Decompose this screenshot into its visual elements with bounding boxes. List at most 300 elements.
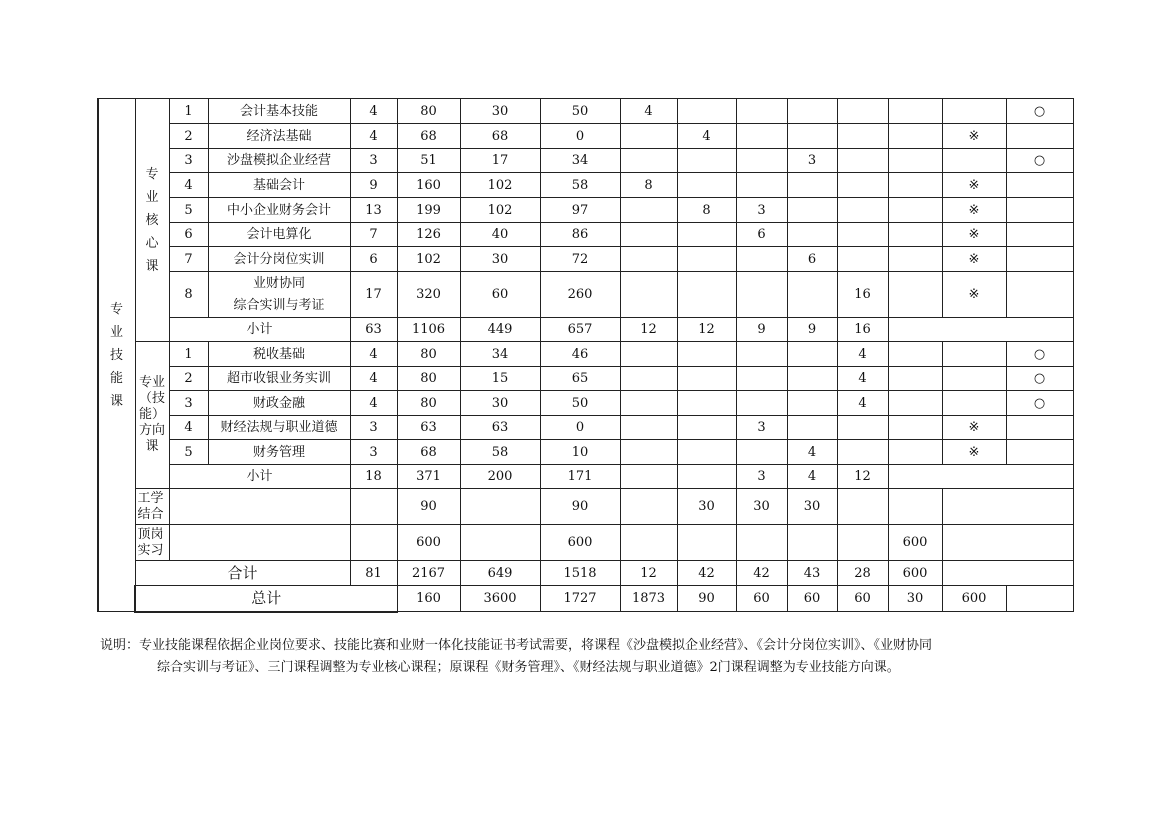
- total-hours: 160: [397, 173, 460, 198]
- sem-6: [888, 342, 942, 367]
- core-group-label: [135, 99, 169, 342]
- credits: 63: [350, 318, 397, 342]
- sem-4: 9: [787, 318, 837, 342]
- row-no: 7: [169, 247, 208, 272]
- credits: 3: [350, 149, 397, 173]
- exam-mark: [942, 99, 1006, 124]
- sem-3: [736, 342, 787, 367]
- sem-2: [677, 149, 736, 173]
- sem-2: [677, 416, 736, 440]
- course-name: 会计基本技能: [208, 99, 350, 124]
- row-no: 3: [169, 391, 208, 416]
- sem-4: [787, 525, 837, 561]
- sem-4: 30: [787, 489, 837, 525]
- course-name: 财经法规与职业道德: [208, 416, 350, 440]
- blank-cell: [942, 525, 1073, 561]
- vertical-label-text: [99, 298, 134, 413]
- sem-1: [620, 440, 677, 465]
- total-hours: 371: [397, 465, 460, 489]
- sem-1: [620, 223, 677, 247]
- row-no: 6: [169, 223, 208, 247]
- subtotal-label: 小计: [169, 465, 350, 489]
- sem-5: 4: [837, 367, 888, 391]
- row-no: 2: [169, 124, 208, 149]
- sem-4: [787, 173, 837, 198]
- exam-mark: ※: [942, 272, 1006, 318]
- exam-mark: ※: [942, 247, 1006, 272]
- sem-3: [736, 367, 787, 391]
- check-mark: ○: [1006, 149, 1073, 173]
- direction-label-line: （技: [138, 391, 165, 406]
- theory-hours: [460, 525, 540, 561]
- sem-4: 6: [787, 247, 837, 272]
- table-row: [98, 247, 1073, 272]
- practice-hours: 58: [540, 173, 620, 198]
- sem-1: 8: [620, 173, 677, 198]
- course-name: 沙盘模拟企业经营: [208, 149, 350, 173]
- note-line-1: 说明：专业技能课程依据企业岗位要求、技能比赛和业财一体化技能证书考试需要，将课程《沙盘模拟企业经营》、《会计分岗位实训》、《业财协同: [100, 638, 933, 653]
- theory-hours: 15: [460, 367, 540, 391]
- sum-label: 合计: [135, 561, 350, 586]
- direction-label-line: 方向: [138, 423, 165, 438]
- sem-6: [888, 99, 942, 124]
- sem-1: [620, 416, 677, 440]
- table-row: [98, 223, 1073, 247]
- total-hours: 199: [397, 198, 460, 223]
- sem-6: [888, 247, 942, 272]
- row-no: 2: [169, 367, 208, 391]
- course-name: 财务管理: [208, 440, 350, 465]
- total-hours: 68: [397, 124, 460, 149]
- direction-group-label: [135, 342, 169, 489]
- total-hours: 80: [397, 367, 460, 391]
- table-row: [98, 198, 1073, 223]
- check-mark: ○: [1006, 99, 1073, 124]
- sem-3: 3: [736, 198, 787, 223]
- credits: 6: [350, 247, 397, 272]
- practice-hours: 0: [540, 416, 620, 440]
- course-name: 会计分岗位实训: [208, 247, 350, 272]
- sem-1: 12: [620, 561, 677, 586]
- category-label: [98, 99, 135, 612]
- theory-hours: 58: [460, 440, 540, 465]
- sem-6: [888, 149, 942, 173]
- practice-hours: 1873: [620, 586, 677, 612]
- sem-6: 600: [942, 586, 1006, 612]
- theory-hours: 102: [460, 198, 540, 223]
- note-line-2: 综合实训与考证》、三门课程调整为专业核心课程；原课程《财务管理》、《财经法规与职业道德》2门课程调整为专业技能方向课。: [157, 660, 900, 675]
- sem-4: [787, 272, 837, 318]
- course-name: 中小企业财务会计: [208, 198, 350, 223]
- direction-label-line: 专业: [138, 375, 165, 390]
- theory-hours: 649: [460, 561, 540, 586]
- sem-3: [736, 149, 787, 173]
- theory-hours: 102: [460, 173, 540, 198]
- table-row: [98, 525, 1073, 561]
- sem-5: 12: [837, 465, 888, 489]
- exam-mark: ※: [942, 173, 1006, 198]
- row-no: 1: [169, 342, 208, 367]
- course-plan-table: [97, 98, 1074, 613]
- row-no: 1: [169, 99, 208, 124]
- sem-6: [888, 440, 942, 465]
- sem-4: 43: [787, 561, 837, 586]
- total-hours: 102: [397, 247, 460, 272]
- sem-3: [736, 440, 787, 465]
- table-row: [98, 416, 1073, 440]
- sem-4: [787, 391, 837, 416]
- sem-4: [787, 367, 837, 391]
- sem-1: [620, 272, 677, 318]
- sem-2: 12: [677, 318, 736, 342]
- practice-hours: 260: [540, 272, 620, 318]
- table-row: [98, 342, 1073, 367]
- credits: 17: [350, 272, 397, 318]
- row-no: 5: [169, 198, 208, 223]
- sem-6: [888, 391, 942, 416]
- check-mark: ○: [1006, 391, 1073, 416]
- exam-mark: ※: [942, 440, 1006, 465]
- blank-cell: [888, 465, 1073, 489]
- table-row: [98, 489, 1073, 525]
- sem-2: [677, 223, 736, 247]
- total-hours: 3600: [460, 586, 540, 612]
- sem-2: [677, 272, 736, 318]
- sem-2: [677, 465, 736, 489]
- subtotal-row: [98, 318, 1073, 342]
- explanation-note: [100, 635, 1075, 679]
- credits: 81: [350, 561, 397, 586]
- vertical-label-char: 业: [109, 324, 123, 340]
- check-mark: [1006, 223, 1073, 247]
- total-hours: 320: [397, 272, 460, 318]
- theory-hours: 17: [460, 149, 540, 173]
- practice-hours: 600: [540, 525, 620, 561]
- sem-3: [736, 391, 787, 416]
- course-name: 财政金融: [208, 391, 350, 416]
- course-name: 基础会计: [208, 173, 350, 198]
- direction-label-line: 课: [145, 439, 159, 454]
- practice-hours: 0: [540, 124, 620, 149]
- credits: 13: [350, 198, 397, 223]
- course-name: [208, 272, 350, 318]
- total-hours: 600: [397, 525, 460, 561]
- sem-5: 4: [837, 342, 888, 367]
- sem-6: [888, 198, 942, 223]
- sem-5: 16: [837, 272, 888, 318]
- credits: 4: [350, 391, 397, 416]
- check-mark: [1006, 124, 1073, 149]
- table-row: [98, 391, 1073, 416]
- theory-hours: 1727: [540, 586, 620, 612]
- sem-4: 4: [787, 465, 837, 489]
- check-mark: [1006, 272, 1073, 318]
- row-no: 8: [169, 272, 208, 318]
- sem-1: [620, 489, 677, 525]
- vertical-label-text: [136, 163, 169, 278]
- sem-1: [620, 367, 677, 391]
- grand-total-row: [98, 586, 1073, 612]
- internship-label: [135, 525, 169, 561]
- exam-mark: ※: [942, 223, 1006, 247]
- theory-hours: 68: [460, 124, 540, 149]
- sem-1: [620, 342, 677, 367]
- check-mark: ○: [1006, 342, 1073, 367]
- table-row: [98, 149, 1073, 173]
- practice-hours: 10: [540, 440, 620, 465]
- sem-2: 42: [677, 561, 736, 586]
- sem-2: [677, 173, 736, 198]
- sem-5: [837, 247, 888, 272]
- exam-mark: [942, 391, 1006, 416]
- check-mark: [1006, 416, 1073, 440]
- sem-6: [888, 489, 942, 525]
- theory-hours: 449: [460, 318, 540, 342]
- sem-6: [888, 272, 942, 318]
- sem-6: [888, 416, 942, 440]
- sem-5: [837, 489, 888, 525]
- sem-3: 42: [736, 561, 787, 586]
- vertical-label-char: 课: [109, 393, 123, 409]
- theory-hours: 30: [460, 391, 540, 416]
- exam-mark: ※: [942, 416, 1006, 440]
- practice-hours: 86: [540, 223, 620, 247]
- sem-5: [837, 149, 888, 173]
- course-name: 会计电算化: [208, 223, 350, 247]
- sem-3: 30: [736, 489, 787, 525]
- credits: 3: [350, 416, 397, 440]
- sem-4: [787, 416, 837, 440]
- practice-hours: 50: [540, 99, 620, 124]
- sem-1: [620, 525, 677, 561]
- practice-hours: 97: [540, 198, 620, 223]
- check-mark: [1006, 247, 1073, 272]
- sem-2: [677, 367, 736, 391]
- sem-5: [837, 99, 888, 124]
- sem-6: [888, 223, 942, 247]
- vertical-label-char: 专: [145, 166, 159, 182]
- sem-3: [736, 124, 787, 149]
- theory-hours: 63: [460, 416, 540, 440]
- exam-mark: ※: [942, 124, 1006, 149]
- sem-5: [837, 525, 888, 561]
- total-hours: 80: [397, 342, 460, 367]
- sem-6: 600: [888, 561, 942, 586]
- sem-4: 4: [787, 440, 837, 465]
- theory-hours: [460, 489, 540, 525]
- total-hours: 2167: [397, 561, 460, 586]
- sem-5: 16: [837, 318, 888, 342]
- direction-label-line: 能）: [138, 407, 165, 422]
- theory-hours: 200: [460, 465, 540, 489]
- vertical-label-char: 业: [145, 189, 159, 205]
- sem-1: [620, 198, 677, 223]
- course-name-line1: 业财协同: [252, 275, 305, 291]
- sem-5: 28: [837, 561, 888, 586]
- sem-3: [736, 99, 787, 124]
- sem-3: 6: [736, 223, 787, 247]
- credits: 4: [350, 124, 397, 149]
- row-no: 4: [169, 173, 208, 198]
- credits: 18: [350, 465, 397, 489]
- sem-5: [837, 124, 888, 149]
- sem-6: [888, 173, 942, 198]
- check-mark: [1006, 198, 1073, 223]
- vertical-label-char: 核: [145, 212, 159, 228]
- course-name: 税收基础: [208, 342, 350, 367]
- sem-3: 9: [736, 318, 787, 342]
- practice-hours: 34: [540, 149, 620, 173]
- vertical-label-char: 能: [109, 370, 123, 386]
- sem-3: 3: [736, 416, 787, 440]
- vertical-label-char: 课: [145, 258, 159, 274]
- blank-cell: [169, 489, 350, 525]
- work-study-label: [135, 489, 169, 525]
- course-name-line2: 综合实训与考证: [233, 297, 325, 313]
- total-hours: 51: [397, 149, 460, 173]
- sem-2: 60: [736, 586, 787, 612]
- theory-hours: 30: [460, 99, 540, 124]
- sum-row: [98, 561, 1073, 586]
- sem-4: [787, 342, 837, 367]
- credits: [350, 525, 397, 561]
- credits: 3: [350, 440, 397, 465]
- practice-hours: 90: [540, 489, 620, 525]
- sem-3: [736, 247, 787, 272]
- theory-hours: 60: [460, 272, 540, 318]
- sem-3: [736, 272, 787, 318]
- sem-5: [837, 223, 888, 247]
- course-name: 超市收银业务实训: [208, 367, 350, 391]
- sem-1: [620, 247, 677, 272]
- sem-1: [620, 391, 677, 416]
- table-row: [98, 272, 1073, 318]
- check-mark: [1006, 440, 1073, 465]
- label-line: 工学: [137, 490, 164, 506]
- table-row: [98, 124, 1073, 149]
- label-line: 顶岗: [137, 526, 164, 542]
- sem-1: [620, 124, 677, 149]
- sem-4: [787, 99, 837, 124]
- sem-5: [837, 173, 888, 198]
- sem-2: [677, 440, 736, 465]
- sem-1: [620, 465, 677, 489]
- credits: [350, 489, 397, 525]
- course-name: 经济法基础: [208, 124, 350, 149]
- sem-2: [677, 99, 736, 124]
- sem-2: [677, 247, 736, 272]
- credits: 7: [350, 223, 397, 247]
- theory-hours: 34: [460, 342, 540, 367]
- sem-4: [787, 198, 837, 223]
- credits: 9: [350, 173, 397, 198]
- sem-2: [677, 342, 736, 367]
- sem-1: 90: [677, 586, 736, 612]
- sem-5: [837, 416, 888, 440]
- sem-5: 30: [888, 586, 942, 612]
- sem-4: [787, 124, 837, 149]
- theory-hours: 30: [460, 247, 540, 272]
- practice-hours: 171: [540, 465, 620, 489]
- table-row: [98, 173, 1073, 198]
- sem-4: 60: [837, 586, 888, 612]
- blank-cell: [169, 525, 350, 561]
- sem-5: 4: [837, 391, 888, 416]
- blank-cell: [942, 561, 1073, 586]
- credits: 4: [350, 99, 397, 124]
- sem-2: 4: [677, 124, 736, 149]
- sem-3: 3: [736, 465, 787, 489]
- check-mark: [1006, 173, 1073, 198]
- sem-6: [888, 367, 942, 391]
- row-no: 5: [169, 440, 208, 465]
- blank-cell: [888, 318, 1073, 342]
- blank-cell: [1006, 586, 1073, 612]
- grand-total-label: 总计: [135, 586, 397, 612]
- sem-3: 60: [787, 586, 837, 612]
- sem-3: [736, 173, 787, 198]
- subtotal-row: [98, 465, 1073, 489]
- sem-5: [837, 440, 888, 465]
- vertical-label-char: 心: [145, 235, 159, 251]
- total-hours: 63: [397, 416, 460, 440]
- sem-2: [677, 391, 736, 416]
- sem-2: [677, 525, 736, 561]
- practice-hours: 1518: [540, 561, 620, 586]
- row-no: 3: [169, 149, 208, 173]
- total-hours: 1106: [397, 318, 460, 342]
- vertical-label-char: 技: [109, 347, 123, 363]
- exam-mark: [942, 367, 1006, 391]
- total-hours: 90: [397, 489, 460, 525]
- sem-2: 8: [677, 198, 736, 223]
- sem-5: [837, 198, 888, 223]
- practice-hours: 46: [540, 342, 620, 367]
- subtotal-label: 小计: [169, 318, 350, 342]
- vertical-label-char: 专: [109, 301, 123, 317]
- practice-hours: 50: [540, 391, 620, 416]
- blank-cell: [942, 489, 1073, 525]
- sem-2: 30: [677, 489, 736, 525]
- label-line: 实习: [137, 542, 164, 558]
- total-hours: 80: [397, 391, 460, 416]
- sem-1: [620, 149, 677, 173]
- row-no: 4: [169, 416, 208, 440]
- exam-mark: [942, 342, 1006, 367]
- sem-3: [736, 525, 787, 561]
- sem-4: [787, 223, 837, 247]
- total-hours: 126: [397, 223, 460, 247]
- table-row: [98, 367, 1073, 391]
- practice-hours: 657: [540, 318, 620, 342]
- sem-4: 3: [787, 149, 837, 173]
- sem-6: 600: [888, 525, 942, 561]
- practice-hours: 72: [540, 247, 620, 272]
- table-row: [98, 440, 1073, 465]
- sem-1: 4: [620, 99, 677, 124]
- exam-mark: [942, 149, 1006, 173]
- theory-hours: 40: [460, 223, 540, 247]
- sem-1: 12: [620, 318, 677, 342]
- exam-mark: ※: [942, 198, 1006, 223]
- table-row: [98, 99, 1073, 124]
- credits: 160: [397, 586, 460, 612]
- credits: 4: [350, 342, 397, 367]
- label-line: 结合: [137, 506, 164, 522]
- total-hours: 80: [397, 99, 460, 124]
- practice-hours: 65: [540, 367, 620, 391]
- total-hours: 68: [397, 440, 460, 465]
